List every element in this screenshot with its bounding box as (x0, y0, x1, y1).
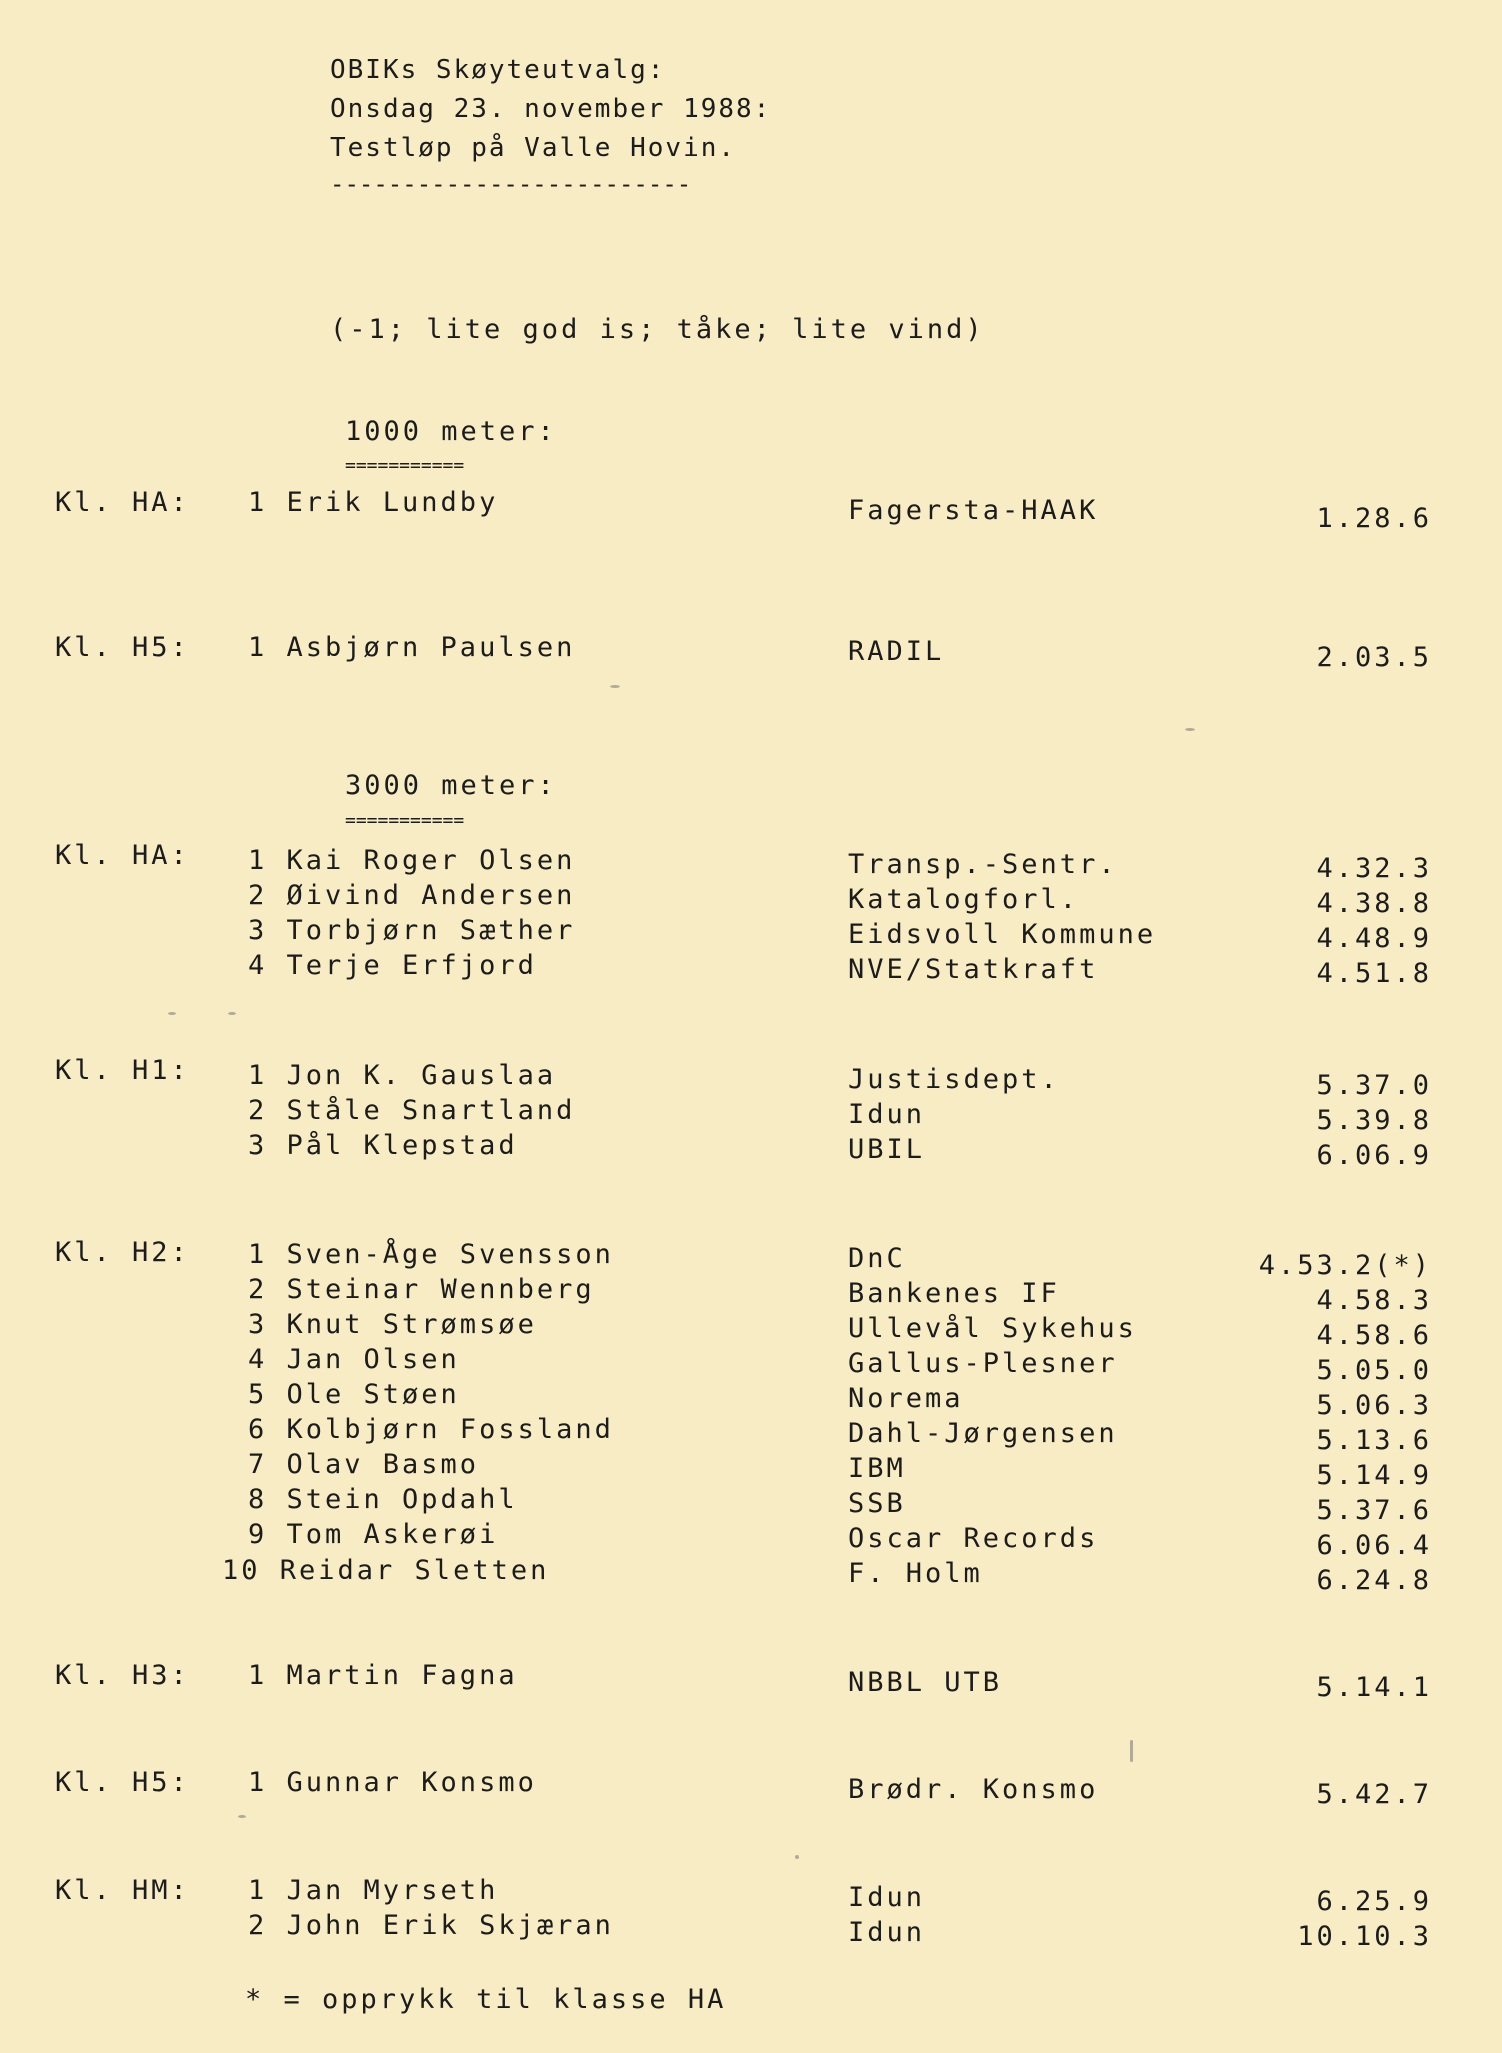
class-label: Kl. H5: (55, 1767, 190, 1798)
skater-time: 5.06.3 (1316, 1390, 1432, 1421)
skater-time: 4.58.3 (1316, 1285, 1432, 1316)
footnote: * = opprykk til klasse HA (245, 1984, 727, 2015)
skater-club: NVE/Statkraft (848, 954, 1099, 985)
skater-club: Eidsvoll Kommune (848, 919, 1157, 950)
skater-time: 5.14.1 (1316, 1672, 1432, 1703)
class-label: Kl. HM: (55, 1875, 190, 1906)
skater-time: 1.28.6 (1316, 503, 1432, 534)
skater-time: 6.25.9 (1316, 1886, 1432, 1917)
skater-time: 4.51.8 (1316, 958, 1432, 989)
skater-club: Idun (848, 1917, 926, 1948)
skater-time: 5.39.8 (1316, 1105, 1432, 1136)
skater-club: Idun (848, 1099, 926, 1130)
skater-name: 3 Pål Klepstad (248, 1130, 518, 1161)
skater-time: 10.10.3 (1297, 1921, 1432, 1952)
class-label: Kl. H1: (55, 1055, 190, 1086)
speck (238, 1815, 246, 1818)
skater-name: 2 Steinar Wennberg (248, 1274, 595, 1305)
skater-time: 5.42.7 (1316, 1779, 1432, 1810)
skater-name: 5 Ole Støen (248, 1379, 460, 1410)
skater-time: 5.05.0 (1316, 1355, 1432, 1386)
skater-club: Norema (848, 1383, 964, 1414)
skater-time: 6.06.9 (1316, 1140, 1432, 1171)
skater-name: 2 Øivind Andersen (248, 880, 576, 911)
header-line-2: Onsdag 23. november 1988: (330, 94, 772, 124)
skater-time: 4.32.3 (1316, 853, 1432, 884)
speck (228, 1012, 236, 1015)
skater-name: 1 Martin Fagna (248, 1660, 518, 1691)
skater-time: 5.14.9 (1316, 1460, 1432, 1491)
class-label: Kl. H2: (55, 1237, 190, 1268)
skater-time: 4.48.9 (1316, 923, 1432, 954)
section-underline: =========== (345, 810, 465, 831)
skater-name: 1 Jan Myrseth (248, 1875, 499, 1906)
class-label: Kl. HA: (55, 487, 190, 518)
skater-name: 2 Ståle Snartland (248, 1095, 576, 1126)
skater-club: Justisdept. (848, 1064, 1060, 1095)
skater-club: Oscar Records (848, 1523, 1099, 1554)
skater-name: 10 Reidar Sletten (222, 1555, 550, 1586)
skater-name: 4 Terje Erfjord (248, 950, 537, 981)
skater-club: Ullevål Sykehus (848, 1313, 1137, 1344)
speck (1185, 728, 1195, 731)
section-title-1000m: 1000 meter: (345, 416, 557, 447)
skater-name: 3 Torbjørn Sæther (248, 915, 576, 946)
skater-time: 4.38.8 (1316, 888, 1432, 919)
skater-name: 1 Jon K. Gauslaa (248, 1060, 557, 1091)
skater-time: 4.58.6 (1316, 1320, 1432, 1351)
skater-club: Dahl-Jørgensen (848, 1418, 1118, 1449)
skater-name: 9 Tom Askerøi (248, 1519, 499, 1550)
skater-name: 1 Erik Lundby (248, 487, 499, 518)
speck (168, 1012, 176, 1015)
skater-time: 4.53.2(*) (1258, 1250, 1432, 1281)
skater-time: 5.13.6 (1316, 1425, 1432, 1456)
skater-club: F. Holm (848, 1558, 983, 1589)
skater-club: Transp.-Sentr. (848, 849, 1118, 880)
header-rule: ------------------------- (330, 170, 692, 198)
class-label: Kl. H3: (55, 1660, 190, 1691)
skater-time: 6.06.4 (1316, 1530, 1432, 1561)
skater-name: 6 Kolbjørn Fossland (248, 1414, 614, 1445)
skater-club: Bankenes IF (848, 1278, 1060, 1309)
skater-time: 5.37.0 (1316, 1070, 1432, 1101)
skater-time: 5.37.6 (1316, 1495, 1432, 1526)
header-line-3: Testløp på Valle Hovin. (330, 133, 737, 163)
skater-name: 1 Gunnar Konsmo (248, 1767, 537, 1798)
skater-club: UBIL (848, 1134, 926, 1165)
header-line-1: OBIKs Skøyteutvalg: (330, 55, 666, 85)
skater-club: NBBL UTB (848, 1667, 1003, 1698)
skater-name: 1 Sven-Åge Svensson (248, 1239, 614, 1270)
skater-time: 6.24.8 (1316, 1565, 1432, 1596)
speck (1130, 1740, 1133, 1762)
skater-name: 8 Stein Opdahl (248, 1484, 518, 1515)
skater-club: Gallus-Plesner (848, 1348, 1118, 1379)
section-underline: =========== (345, 455, 465, 476)
skater-club: IBM (848, 1453, 906, 1484)
skater-club: Katalogforl. (848, 884, 1080, 915)
skater-name: 3 Knut Strømsøe (248, 1309, 537, 1340)
skater-time: 2.03.5 (1316, 642, 1432, 673)
skater-name: 7 Olav Basmo (248, 1449, 480, 1480)
speck (795, 1855, 799, 1859)
skater-name: 1 Asbjørn Paulsen (248, 632, 576, 663)
skater-club: Fagersta-HAAK (848, 495, 1099, 526)
skater-club: RADIL (848, 636, 945, 667)
skater-name: 4 Jan Olsen (248, 1344, 460, 1375)
skater-name: 1 Kai Roger Olsen (248, 845, 576, 876)
skater-club: DnC (848, 1243, 906, 1274)
skater-club: Idun (848, 1882, 926, 1913)
section-title-3000m: 3000 meter: (345, 770, 557, 801)
skater-club: Brødr. Konsmo (848, 1774, 1099, 1805)
skater-club: SSB (848, 1488, 906, 1519)
speck (610, 685, 620, 688)
class-label: Kl. HA: (55, 840, 190, 871)
skater-name: 2 John Erik Skjæran (248, 1910, 614, 1941)
class-label: Kl. H5: (55, 632, 190, 663)
conditions-note: (-1; lite god is; tåke; lite vind) (330, 314, 985, 345)
